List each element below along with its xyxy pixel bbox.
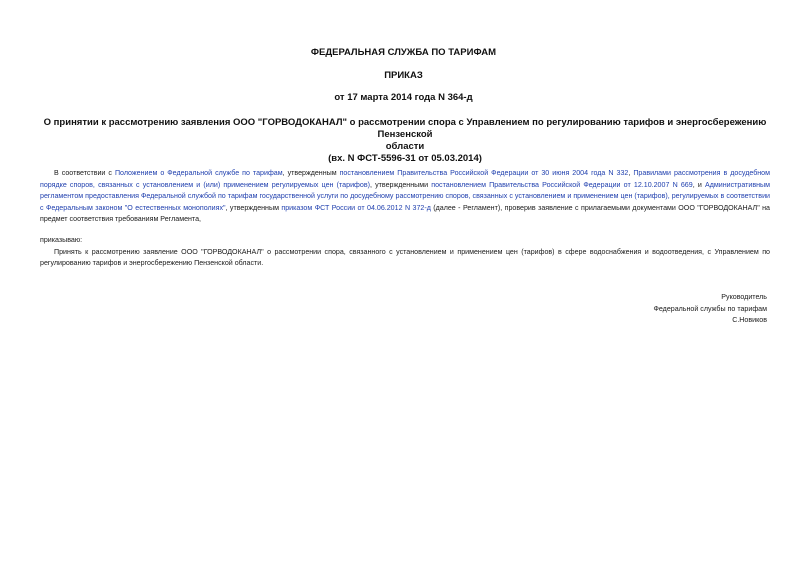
signature-name: С.Новиков — [732, 316, 767, 325]
preamble-text-3: , — [628, 169, 634, 177]
agency-heading: ФЕДЕРАЛЬНАЯ СЛУЖБА ПО ТАРИФАМ — [310, 47, 497, 58]
preamble-text-1: В соответствии с — [54, 169, 115, 177]
title-line-1: О принятии к рассмотрению заявления ООО "ГОРВОДОКАНАЛ" о рассмотрении спора с Управлением по регулированию тарифов и энергосбережению Пензенской — [43, 117, 767, 140]
preamble-text-4: , утвержденными — [369, 180, 432, 189]
date-number-heading: от 17 марта 2014 года N 364-д — [334, 92, 473, 103]
signature-block — [654, 292, 768, 327]
preamble-text-5: , и — [692, 180, 705, 189]
preamble-text-6: , утвержденным — [225, 203, 282, 212]
title-line-2: области — [385, 141, 425, 152]
title-line-3: (вх. N ФСТ-5596-31 от 05.03.2014) — [328, 153, 482, 164]
document-body — [40, 168, 770, 270]
link-decree-332[interactable]: постановлением Правительства Российской Федерации от 30 июня 2004 года N 332 — [339, 169, 629, 177]
preamble-paragraph — [40, 168, 770, 226]
preamble-text-7: (далее - Регламент), проверив заявление с прилагаемыми документами ООО "ГОРВОДОКАНАЛ" на предмет соответствия требованиям Регламента, — [40, 203, 771, 224]
document-title — [30, 117, 780, 165]
signature-org: Федеральной службы по тарифам — [653, 304, 767, 313]
doc-type-heading: ПРИКАЗ — [384, 70, 423, 81]
preamble-text-2: , утвержденным — [282, 169, 340, 177]
link-decree-669[interactable]: постановлением Правительства Российской Федерации от 12.10.2007 N 669 — [431, 180, 693, 189]
link-admin-regulation[interactable]: Административным регламентом предоставления Федеральной службой по тарифам государственной услуги по досудебному рассмотрению споров, связанных с установлением и применением цен (тарифов), регулируемых в соответствии с Федеральным законом "О естественных монополиях" — [40, 180, 770, 212]
ordered-line: приказываю: — [40, 235, 83, 244]
link-order-372[interactable]: приказом ФСТ России от 04.06.2012 N 372-д — [281, 203, 431, 212]
accept-paragraph: Принять к рассмотрению заявление ООО "ГОРВОДОКАНАЛ" о рассмотрении спора, связанного с установлением и применением цен (тарифов) в сфере водоснабжения и водоотведения, с Управлением по регулированию тарифов и энергосбережению Пензенской области. — [40, 247, 770, 268]
link-dispute-rules[interactable]: Правилами рассмотрения в досудебном порядке споров, связанных с установлением и (или) применением регулируемых цен (тарифов) — [40, 169, 770, 189]
signature-position: Руководитель — [721, 293, 767, 301]
link-regulation-fst[interactable]: Положением о Федеральной службе по тарифам — [114, 169, 283, 177]
